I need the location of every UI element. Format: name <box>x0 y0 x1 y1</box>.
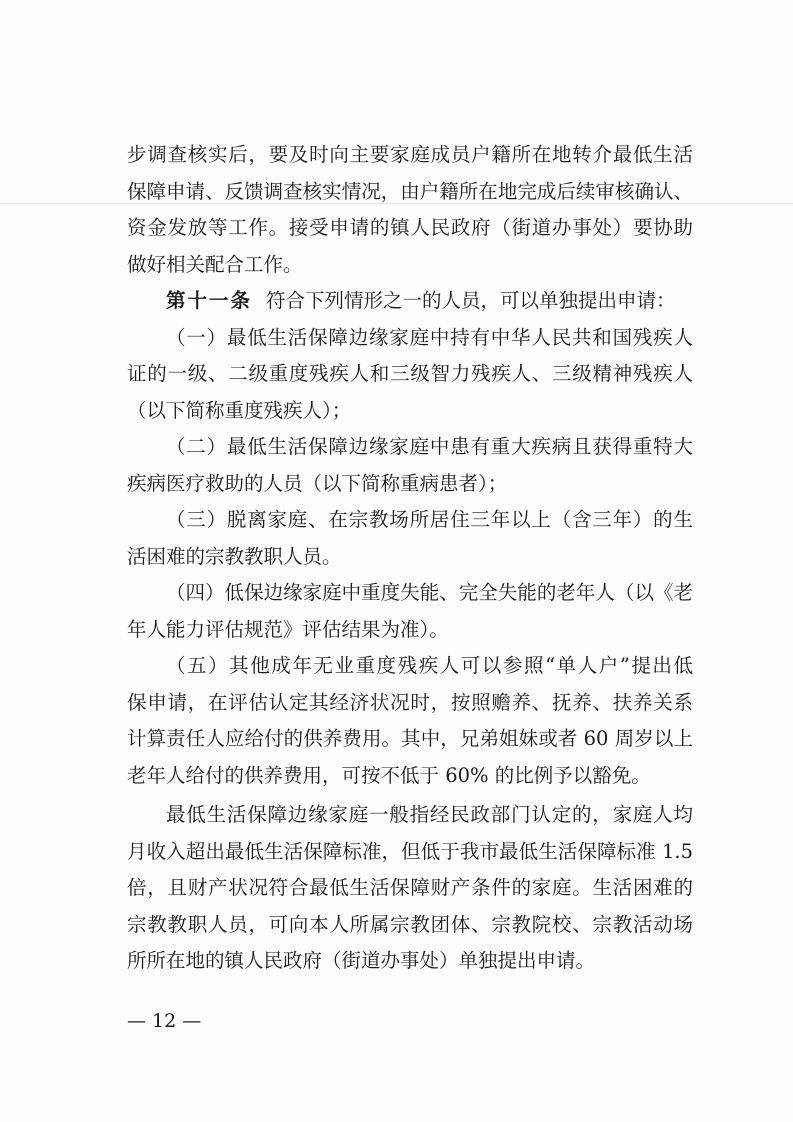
text-line: 保障申请、反馈调查核实情况，由户籍所在地完成后续审核确认、 <box>127 179 693 203</box>
article-eleven <box>127 283 693 320</box>
text-line: 疾病医疗救助的人员（以下简称重病患者）； <box>127 471 508 495</box>
text-line: 所所在地的镇人民政府（街道办事处）单独提出申请。 <box>127 949 596 972</box>
document-body <box>127 137 693 980</box>
text-line: 最低生活保障边缘家庭一般指经民政部门认定的，家庭人均 <box>166 803 693 826</box>
text-line: （二）最低生活保障边缘家庭中患有重大疾病且获得重特大 <box>166 435 693 458</box>
text-line: （五）其他成年无业重度残疾人可以参照“单人户”提出低 <box>166 654 693 677</box>
closing-paragraph <box>127 797 693 980</box>
item-three <box>127 502 693 575</box>
text-line: 步调查核实后，要及时向主要家庭成员户籍所在地转介最低生活 <box>127 143 693 166</box>
text-line: （以下简称重度残疾人）； <box>127 398 352 422</box>
page-number: — 12 — <box>127 1010 202 1032</box>
text-line: 年人能力评估规范》评估结果为准）。 <box>127 617 449 641</box>
text-line: 做好相关配合工作。 <box>127 252 303 276</box>
text-line: （一）最低生活保障边缘家庭中持有中华人民共和国残疾人 <box>166 325 693 349</box>
paragraph-continuation <box>127 137 693 283</box>
text-line: 老年人给付的供养费用，可按不低于 60% 的比例予以豁免。 <box>127 763 651 787</box>
item-five <box>127 648 693 794</box>
item-one <box>127 320 693 430</box>
item-four <box>127 575 693 648</box>
text-line: 月收入超出最低生活保障标准，但低于我市最低生活保障标准 1.5 <box>127 839 693 863</box>
text-line: 活困难的宗教教职人员。 <box>127 544 342 568</box>
article-heading: 第十一条 <box>166 289 253 312</box>
text-line: 资金发放等工作。接受申请的镇人民政府（街道办事处）要协助 <box>127 216 693 239</box>
text-line: 证的一级、二级重度残疾人和三级智力残疾人、三级精神残疾人 <box>127 362 693 385</box>
text-line: 保申请，在评估认定其经济状况时，按照赡养、抚养、扶养关系 <box>127 690 693 714</box>
item-two <box>127 429 693 502</box>
text-line: （三）脱离家庭、在宗教场所居住三年以上（含三年）的生 <box>166 508 693 531</box>
text-line: （四）低保边缘家庭中重度失能、完全失能的老年人（以《老 <box>166 581 693 604</box>
text-line: 宗教教职人员，可向本人所属宗教团体、宗教院校、宗教活动场 <box>127 912 693 936</box>
text-line: 计算责任人应给付的供养费用。其中，兄弟姐妹或者 60 周岁以上 <box>127 727 693 750</box>
text-line: 倍，且财产状况符合最低生活保障财产条件的家庭。生活困难的 <box>127 876 693 899</box>
article-intro: 符合下列情形之一的人员，可以单独提出申请： <box>266 289 676 312</box>
